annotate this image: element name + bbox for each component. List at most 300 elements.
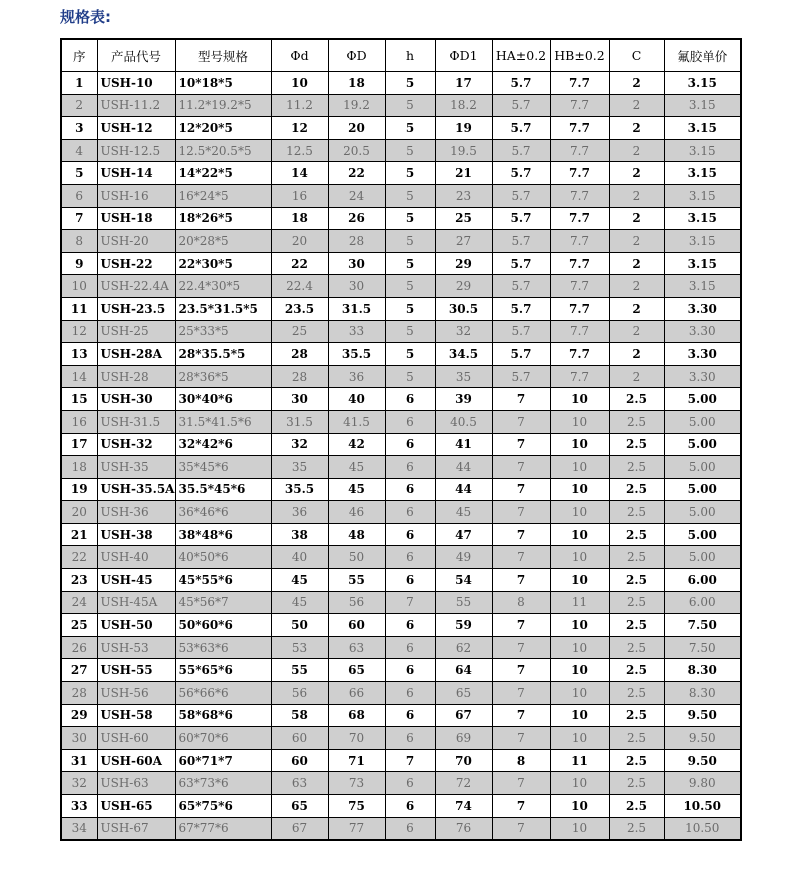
table-row (61, 659, 741, 682)
row-index: 8 (61, 230, 97, 253)
d1-value: 30.5 (435, 297, 492, 320)
height: 5 (385, 207, 435, 230)
height: 6 (385, 614, 435, 637)
table-row (61, 456, 741, 479)
fkm-price: 5.00 (664, 433, 741, 456)
table-row (61, 682, 741, 705)
model-spec: 67*77*6 (175, 817, 271, 840)
outer-diameter: 45 (328, 478, 385, 501)
table-row (61, 614, 741, 637)
c-value: 2.5 (609, 727, 664, 750)
d1-value: 35 (435, 365, 492, 388)
model-spec: 18*26*5 (175, 207, 271, 230)
table-row (61, 94, 741, 117)
product-code: USH-55 (97, 659, 175, 682)
product-code: USH-35.5A (97, 478, 175, 501)
hb-value: 7.7 (550, 139, 609, 162)
height: 6 (385, 659, 435, 682)
height: 6 (385, 478, 435, 501)
header-ha: HA±0.2 (492, 39, 550, 72)
ha-value: 8 (492, 749, 550, 772)
d1-value: 25 (435, 207, 492, 230)
c-value: 2.5 (609, 591, 664, 614)
product-code: USH-50 (97, 614, 175, 637)
fkm-price: 3.15 (664, 117, 741, 140)
table-row (61, 388, 741, 411)
page-title: 规格表: (60, 8, 111, 26)
product-code: USH-65 (97, 795, 175, 818)
product-code: USH-60 (97, 727, 175, 750)
model-spec: 56*66*6 (175, 682, 271, 705)
product-code: USH-58 (97, 704, 175, 727)
c-value: 2.5 (609, 478, 664, 501)
outer-diameter: 48 (328, 523, 385, 546)
height: 5 (385, 162, 435, 185)
d1-value: 19.5 (435, 139, 492, 162)
d1-value: 29 (435, 252, 492, 275)
c-value: 2.5 (609, 614, 664, 637)
hb-value: 10 (550, 682, 609, 705)
d1-value: 49 (435, 546, 492, 569)
c-value: 2.5 (609, 433, 664, 456)
row-index: 26 (61, 636, 97, 659)
row-index: 14 (61, 365, 97, 388)
d1-value: 44 (435, 456, 492, 479)
outer-diameter: 31.5 (328, 297, 385, 320)
height: 6 (385, 569, 435, 592)
c-value: 2 (609, 117, 664, 140)
ha-value: 7 (492, 456, 550, 479)
c-value: 2 (609, 365, 664, 388)
table-row (61, 704, 741, 727)
row-index: 7 (61, 207, 97, 230)
table-row (61, 727, 741, 750)
table-row (61, 772, 741, 795)
ha-value: 7 (492, 682, 550, 705)
inner-diameter: 31.5 (271, 410, 328, 433)
product-code: USH-20 (97, 230, 175, 253)
height: 5 (385, 252, 435, 275)
model-spec: 20*28*5 (175, 230, 271, 253)
table-row (61, 184, 741, 207)
ha-value: 7 (492, 523, 550, 546)
product-code: USH-22.4A (97, 275, 175, 298)
fkm-price: 3.15 (664, 207, 741, 230)
model-spec: 28*36*5 (175, 365, 271, 388)
fkm-price: 5.00 (664, 456, 741, 479)
fkm-price: 3.15 (664, 275, 741, 298)
outer-diameter: 71 (328, 749, 385, 772)
height: 6 (385, 433, 435, 456)
inner-diameter: 20 (271, 230, 328, 253)
header-c: C (609, 39, 664, 72)
d1-value: 17 (435, 72, 492, 95)
height: 6 (385, 817, 435, 840)
inner-diameter: 25 (271, 320, 328, 343)
row-index: 6 (61, 184, 97, 207)
product-code: USH-36 (97, 501, 175, 524)
c-value: 2 (609, 94, 664, 117)
hb-value: 10 (550, 478, 609, 501)
model-spec: 32*42*6 (175, 433, 271, 456)
product-code: USH-23.5 (97, 297, 175, 320)
row-index: 16 (61, 410, 97, 433)
height: 5 (385, 275, 435, 298)
row-index: 18 (61, 456, 97, 479)
hb-value: 7.7 (550, 72, 609, 95)
fkm-price: 9.50 (664, 704, 741, 727)
row-index: 5 (61, 162, 97, 185)
row-index: 33 (61, 795, 97, 818)
product-code: USH-12.5 (97, 139, 175, 162)
ha-value: 8 (492, 591, 550, 614)
outer-diameter: 30 (328, 252, 385, 275)
product-code: USH-25 (97, 320, 175, 343)
product-code: USH-30 (97, 388, 175, 411)
hb-value: 10 (550, 614, 609, 637)
d1-value: 32 (435, 320, 492, 343)
header-product-code: 产品代号 (97, 39, 175, 72)
header-model-spec: 型号规格 (175, 39, 271, 72)
outer-diameter: 56 (328, 591, 385, 614)
c-value: 2 (609, 162, 664, 185)
product-code: USH-16 (97, 184, 175, 207)
header-fkm-price: 氟胶单价 (664, 39, 741, 72)
table-body (61, 72, 741, 841)
table-row (61, 749, 741, 772)
outer-diameter: 19.2 (328, 94, 385, 117)
table-row (61, 139, 741, 162)
model-spec: 55*65*6 (175, 659, 271, 682)
inner-diameter: 50 (271, 614, 328, 637)
row-index: 12 (61, 320, 97, 343)
d1-value: 74 (435, 795, 492, 818)
inner-diameter: 35 (271, 456, 328, 479)
product-code: USH-63 (97, 772, 175, 795)
ha-value: 5.7 (492, 252, 550, 275)
fkm-price: 3.15 (664, 139, 741, 162)
hb-value: 11 (550, 749, 609, 772)
product-code: USH-53 (97, 636, 175, 659)
model-spec: 35.5*45*6 (175, 478, 271, 501)
c-value: 2.5 (609, 795, 664, 818)
c-value: 2 (609, 72, 664, 95)
hb-value: 10 (550, 636, 609, 659)
c-value: 2 (609, 343, 664, 366)
row-index: 22 (61, 546, 97, 569)
outer-diameter: 66 (328, 682, 385, 705)
product-code: USH-67 (97, 817, 175, 840)
height: 5 (385, 94, 435, 117)
hb-value: 7.7 (550, 343, 609, 366)
model-spec: 36*46*6 (175, 501, 271, 524)
table-row (61, 343, 741, 366)
model-spec: 60*71*7 (175, 749, 271, 772)
hb-value: 10 (550, 501, 609, 524)
outer-diameter: 68 (328, 704, 385, 727)
row-index: 15 (61, 388, 97, 411)
height: 6 (385, 388, 435, 411)
row-index: 29 (61, 704, 97, 727)
inner-diameter: 14 (271, 162, 328, 185)
ha-value: 5.7 (492, 320, 550, 343)
model-spec: 45*55*6 (175, 569, 271, 592)
product-code: USH-28 (97, 365, 175, 388)
hb-value: 10 (550, 433, 609, 456)
ha-value: 5.7 (492, 117, 550, 140)
hb-value: 7.7 (550, 184, 609, 207)
hb-value: 7.7 (550, 94, 609, 117)
d1-value: 59 (435, 614, 492, 637)
inner-diameter: 65 (271, 795, 328, 818)
d1-value: 54 (435, 569, 492, 592)
row-index: 24 (61, 591, 97, 614)
row-index: 32 (61, 772, 97, 795)
model-spec: 11.2*19.2*5 (175, 94, 271, 117)
height: 5 (385, 320, 435, 343)
table-row (61, 275, 741, 298)
model-spec: 10*18*5 (175, 72, 271, 95)
c-value: 2 (609, 230, 664, 253)
table-row (61, 365, 741, 388)
c-value: 2.5 (609, 388, 664, 411)
hb-value: 7.7 (550, 230, 609, 253)
row-index: 28 (61, 682, 97, 705)
header-height: h (385, 39, 435, 72)
header-hb: HB±0.2 (550, 39, 609, 72)
ha-value: 7 (492, 795, 550, 818)
product-code: USH-18 (97, 207, 175, 230)
outer-diameter: 63 (328, 636, 385, 659)
outer-diameter: 46 (328, 501, 385, 524)
height: 6 (385, 772, 435, 795)
c-value: 2 (609, 275, 664, 298)
hb-value: 10 (550, 704, 609, 727)
fkm-price: 3.30 (664, 343, 741, 366)
product-code: USH-40 (97, 546, 175, 569)
hb-value: 10 (550, 388, 609, 411)
ha-value: 7 (492, 636, 550, 659)
inner-diameter: 40 (271, 546, 328, 569)
row-index: 1 (61, 72, 97, 95)
d1-value: 62 (435, 636, 492, 659)
d1-value: 72 (435, 772, 492, 795)
inner-diameter: 22 (271, 252, 328, 275)
inner-diameter: 45 (271, 591, 328, 614)
hb-value: 7.7 (550, 275, 609, 298)
table-row (61, 252, 741, 275)
row-index: 9 (61, 252, 97, 275)
fkm-price: 7.50 (664, 614, 741, 637)
fkm-price: 8.30 (664, 682, 741, 705)
outer-diameter: 50 (328, 546, 385, 569)
height: 5 (385, 343, 435, 366)
height: 6 (385, 501, 435, 524)
c-value: 2.5 (609, 704, 664, 727)
hb-value: 10 (550, 410, 609, 433)
d1-value: 39 (435, 388, 492, 411)
fkm-price: 5.00 (664, 546, 741, 569)
d1-value: 41 (435, 433, 492, 456)
hb-value: 10 (550, 456, 609, 479)
inner-diameter: 12 (271, 117, 328, 140)
row-index: 21 (61, 523, 97, 546)
fkm-price: 5.00 (664, 523, 741, 546)
ha-value: 7 (492, 569, 550, 592)
hb-value: 10 (550, 817, 609, 840)
d1-value: 47 (435, 523, 492, 546)
hb-value: 7.7 (550, 365, 609, 388)
ha-value: 7 (492, 388, 550, 411)
product-code: USH-38 (97, 523, 175, 546)
table-row (61, 501, 741, 524)
ha-value: 7 (492, 433, 550, 456)
d1-value: 69 (435, 727, 492, 750)
height: 5 (385, 365, 435, 388)
ha-value: 7 (492, 410, 550, 433)
hb-value: 10 (550, 727, 609, 750)
model-spec: 14*22*5 (175, 162, 271, 185)
outer-diameter: 65 (328, 659, 385, 682)
fkm-price: 3.15 (664, 230, 741, 253)
table-row (61, 297, 741, 320)
ha-value: 7 (492, 704, 550, 727)
fkm-price: 10.50 (664, 817, 741, 840)
row-index: 19 (61, 478, 97, 501)
c-value: 2.5 (609, 636, 664, 659)
table-row (61, 162, 741, 185)
model-spec: 35*45*6 (175, 456, 271, 479)
fkm-price: 3.15 (664, 72, 741, 95)
ha-value: 5.7 (492, 365, 550, 388)
inner-diameter: 63 (271, 772, 328, 795)
hb-value: 7.7 (550, 320, 609, 343)
outer-diameter: 35.5 (328, 343, 385, 366)
height: 6 (385, 727, 435, 750)
height: 7 (385, 749, 435, 772)
model-spec: 12*20*5 (175, 117, 271, 140)
outer-diameter: 45 (328, 456, 385, 479)
header-outer-diameter: ΦD (328, 39, 385, 72)
ha-value: 7 (492, 478, 550, 501)
ha-value: 5.7 (492, 297, 550, 320)
product-code: USH-45 (97, 569, 175, 592)
d1-value: 21 (435, 162, 492, 185)
ha-value: 5.7 (492, 184, 550, 207)
c-value: 2.5 (609, 772, 664, 795)
c-value: 2.5 (609, 523, 664, 546)
ha-value: 5.7 (492, 162, 550, 185)
height: 5 (385, 139, 435, 162)
c-value: 2 (609, 207, 664, 230)
outer-diameter: 22 (328, 162, 385, 185)
row-index: 3 (61, 117, 97, 140)
hb-value: 10 (550, 523, 609, 546)
hb-value: 10 (550, 772, 609, 795)
c-value: 2 (609, 139, 664, 162)
outer-diameter: 36 (328, 365, 385, 388)
d1-value: 55 (435, 591, 492, 614)
height: 7 (385, 591, 435, 614)
ha-value: 7 (492, 659, 550, 682)
height: 6 (385, 704, 435, 727)
fkm-price: 3.30 (664, 365, 741, 388)
height: 5 (385, 230, 435, 253)
d1-value: 19 (435, 117, 492, 140)
ha-value: 7 (492, 817, 550, 840)
fkm-price: 5.00 (664, 478, 741, 501)
outer-diameter: 73 (328, 772, 385, 795)
fkm-price: 3.30 (664, 297, 741, 320)
table-row (61, 569, 741, 592)
c-value: 2.5 (609, 682, 664, 705)
header-d1: ΦD1 (435, 39, 492, 72)
table-row (61, 478, 741, 501)
height: 6 (385, 546, 435, 569)
inner-diameter: 22.4 (271, 275, 328, 298)
outer-diameter: 42 (328, 433, 385, 456)
ha-value: 5.7 (492, 275, 550, 298)
d1-value: 34.5 (435, 343, 492, 366)
fkm-price: 9.50 (664, 749, 741, 772)
table-row (61, 207, 741, 230)
row-index: 10 (61, 275, 97, 298)
ha-value: 7 (492, 727, 550, 750)
fkm-price: 6.00 (664, 591, 741, 614)
ha-value: 5.7 (492, 207, 550, 230)
height: 5 (385, 117, 435, 140)
row-index: 4 (61, 139, 97, 162)
table-row (61, 817, 741, 840)
model-spec: 16*24*5 (175, 184, 271, 207)
model-spec: 25*33*5 (175, 320, 271, 343)
table-row (61, 410, 741, 433)
fkm-price: 5.00 (664, 501, 741, 524)
inner-diameter: 58 (271, 704, 328, 727)
header-row (61, 39, 741, 72)
inner-diameter: 16 (271, 184, 328, 207)
row-index: 13 (61, 343, 97, 366)
model-spec: 50*60*6 (175, 614, 271, 637)
ha-value: 7 (492, 546, 550, 569)
product-code: USH-31.5 (97, 410, 175, 433)
row-index: 27 (61, 659, 97, 682)
c-value: 2.5 (609, 546, 664, 569)
fkm-price: 9.50 (664, 727, 741, 750)
product-code: USH-56 (97, 682, 175, 705)
height: 6 (385, 795, 435, 818)
d1-value: 70 (435, 749, 492, 772)
model-spec: 53*63*6 (175, 636, 271, 659)
model-spec: 22.4*30*5 (175, 275, 271, 298)
outer-diameter: 30 (328, 275, 385, 298)
hb-value: 10 (550, 795, 609, 818)
spec-table (60, 38, 742, 841)
inner-diameter: 55 (271, 659, 328, 682)
inner-diameter: 36 (271, 501, 328, 524)
table-row (61, 795, 741, 818)
product-code: USH-32 (97, 433, 175, 456)
product-code: USH-11.2 (97, 94, 175, 117)
ha-value: 7 (492, 501, 550, 524)
outer-diameter: 60 (328, 614, 385, 637)
hb-value: 11 (550, 591, 609, 614)
inner-diameter: 23.5 (271, 297, 328, 320)
inner-diameter: 28 (271, 365, 328, 388)
height: 6 (385, 682, 435, 705)
d1-value: 23 (435, 184, 492, 207)
model-spec: 60*70*6 (175, 727, 271, 750)
